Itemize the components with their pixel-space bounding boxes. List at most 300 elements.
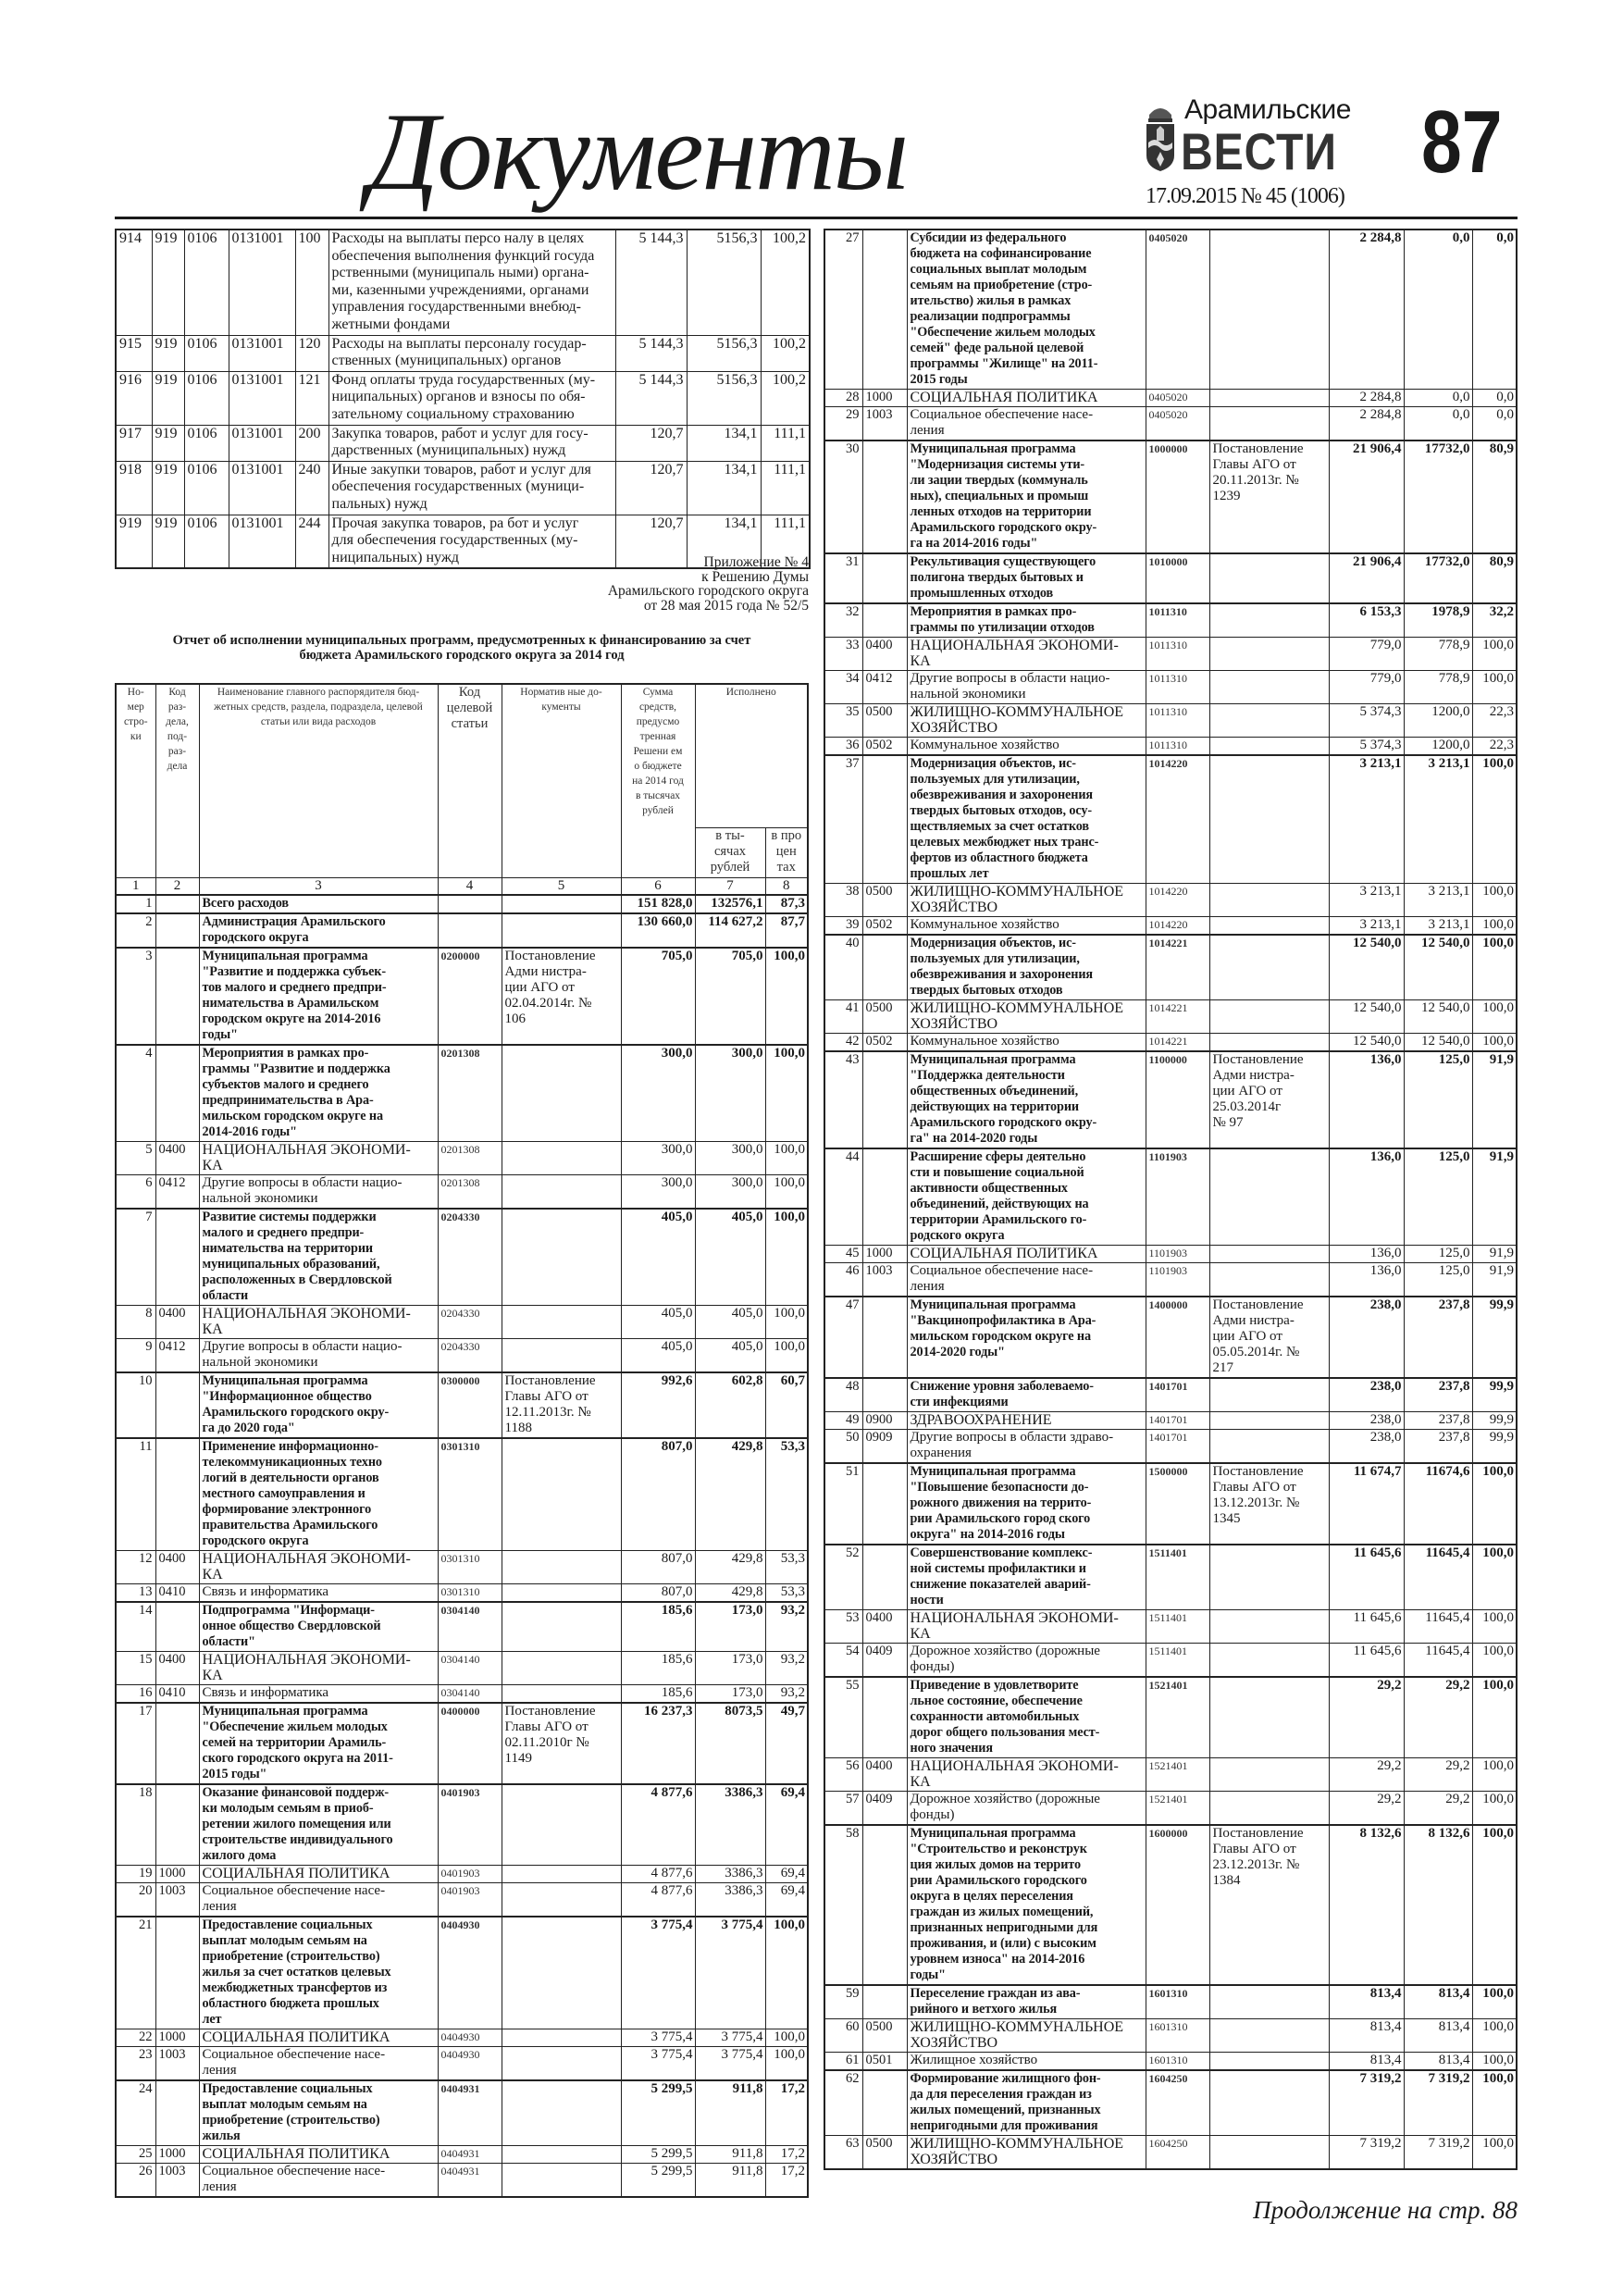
table-row bbox=[824, 738, 1517, 756]
item-name: ЖИЛИЩНО-КОММУНАЛЬНОЕ ХОЗЯЙСТВО bbox=[907, 704, 1146, 738]
table-row bbox=[824, 1430, 1517, 1464]
item-name: СОЦИАЛЬНАЯ ПОЛИТИКА bbox=[199, 2029, 438, 2046]
item-name: Муниципальная программа "Поддержка деятельности общественных объединений, действующих на территории Арамильского городского окру- га" на 2014-2020 годы bbox=[907, 1051, 1146, 1148]
column-number: 6 bbox=[621, 877, 695, 895]
planned-amount: 4 877,6 bbox=[621, 1784, 695, 1866]
planned-amount: 992,6 bbox=[621, 1372, 695, 1438]
target-code: 0304140 bbox=[438, 1602, 502, 1652]
item-name: Мероприятия в рамках про- граммы "Развитие и поддержка субъектов малого и среднего предпринимательства в Ара- мильском городском округе на 2014-2016 годы" bbox=[199, 1045, 438, 1142]
section-code: 0502 bbox=[862, 1034, 907, 1052]
executed-percent: 100,0 bbox=[1472, 1610, 1517, 1644]
item-name: СОЦИАЛЬНАЯ ПОЛИТИКА bbox=[199, 1865, 438, 1882]
executed-percent: 100,0 bbox=[1472, 1545, 1517, 1610]
expense-name: Прочая закупка товаров, ра бот и услуг для обеспечения государственных (му- ниципальных) нужд bbox=[328, 515, 615, 568]
table-row bbox=[116, 1438, 808, 1551]
regulatory-document bbox=[1209, 1758, 1329, 1792]
planned-amount: 5 144,3 bbox=[615, 335, 687, 371]
regulatory-document bbox=[502, 2145, 621, 2163]
regulatory-document bbox=[1209, 1430, 1329, 1464]
planned-amount: 136,0 bbox=[1329, 1051, 1404, 1148]
regulatory-document bbox=[502, 895, 621, 913]
executed-percent: 99,9 bbox=[1472, 1412, 1517, 1430]
section-code: 1003 bbox=[862, 407, 907, 441]
item-name: ЖИЛИЩНО-КОММУНАЛЬНОЕ ХОЗЯЙСТВО bbox=[907, 1000, 1146, 1034]
table-row bbox=[824, 935, 1517, 1000]
header-name: Наименование главного распорядителя бюд- жетных средств, раздела, подраздела, целевой статьи или вида расходов bbox=[199, 684, 438, 877]
executed-amount: 300,0 bbox=[695, 1141, 765, 1174]
row-number: 33 bbox=[824, 638, 862, 671]
row-number: 7 bbox=[116, 1209, 155, 1306]
target-code: 0401903 bbox=[438, 1882, 502, 1917]
planned-amount: 21 906,4 bbox=[1329, 441, 1404, 553]
executed-percent: 49,7 bbox=[765, 1703, 808, 1784]
regulatory-document bbox=[1209, 671, 1329, 704]
target-code: 0201308 bbox=[438, 1141, 502, 1174]
target-code: 0301310 bbox=[438, 1583, 502, 1602]
regulatory-document: Постановление Главы АГО от 02.11.2010г № 1149 bbox=[502, 1703, 621, 1784]
row-number: 12 bbox=[116, 1550, 155, 1583]
regulatory-document bbox=[1209, 1034, 1329, 1052]
item-name: НАЦИОНАЛЬНАЯ ЭКОНОМИ- КА bbox=[907, 1610, 1146, 1644]
row-number: 25 bbox=[116, 2145, 155, 2163]
executed-amount: 405,0 bbox=[695, 1209, 765, 1306]
row-number: 61 bbox=[824, 2053, 862, 2071]
section-code bbox=[862, 1297, 907, 1378]
table-row bbox=[116, 2163, 808, 2197]
executed-amount: 813,4 bbox=[1404, 2019, 1472, 2053]
section-code: 1000 bbox=[155, 2145, 199, 2163]
target-code: 1511401 bbox=[1146, 1610, 1209, 1644]
column-number: 3 bbox=[199, 877, 438, 895]
section-code: 0106 bbox=[184, 335, 229, 371]
planned-amount: 405,0 bbox=[621, 1305, 695, 1338]
expense-name: Расходы на выплаты персо налу в целях обеспечения выполнения функций госуда рственными (муниципаль ными) органа- ми, казенными учреждениями, органами управления государственными внебюд- жетными фондами bbox=[328, 230, 615, 335]
header-documents: Норматив ные до- кументы bbox=[502, 684, 621, 877]
table-row bbox=[824, 2019, 1517, 2053]
row-number: 2 bbox=[116, 913, 155, 948]
target-code: 1604250 bbox=[1146, 2136, 1209, 2170]
table-row bbox=[824, 1463, 1517, 1545]
item-name: НАЦИОНАЛЬНАЯ ЭКОНОМИ- КА bbox=[907, 1758, 1146, 1792]
item-name: Всего расходов bbox=[199, 895, 438, 913]
section-code: 0501 bbox=[862, 2053, 907, 2071]
regulatory-document bbox=[1209, 603, 1329, 638]
target-code: 1521401 bbox=[1146, 1792, 1209, 1826]
regulatory-document bbox=[1209, 1792, 1329, 1826]
table-row bbox=[824, 2070, 1517, 2136]
table-row bbox=[116, 425, 810, 461]
target-code: 1521401 bbox=[1146, 1677, 1209, 1758]
table-row bbox=[824, 1246, 1517, 1263]
planned-amount: 130 660,0 bbox=[621, 913, 695, 948]
executed-percent: 80,9 bbox=[1472, 441, 1517, 553]
executed-percent: 60,7 bbox=[765, 1372, 808, 1438]
section-code: 1000 bbox=[862, 1246, 907, 1263]
header-divider bbox=[115, 217, 1518, 219]
target-code: 1500000 bbox=[1146, 1463, 1209, 1545]
item-name: Другие вопросы в области нацио- нальной экономики bbox=[907, 671, 1146, 704]
row-number: 23 bbox=[116, 2046, 155, 2080]
expense-type-code: 244 bbox=[295, 515, 328, 568]
row-number: 40 bbox=[824, 935, 862, 1000]
item-name: Мероприятия в рамках про- граммы по утилизации отходов bbox=[907, 603, 1146, 638]
regulatory-document bbox=[1209, 2070, 1329, 2136]
admin-code: 919 bbox=[152, 461, 184, 515]
row-number: 22 bbox=[116, 2029, 155, 2046]
item-name: Жилищное хозяйство bbox=[907, 2053, 1146, 2071]
executed-percent: 87,7 bbox=[765, 913, 808, 948]
row-number: 16 bbox=[116, 1684, 155, 1703]
executed-percent: 93,2 bbox=[765, 1684, 808, 1703]
planned-amount: 185,6 bbox=[621, 1651, 695, 1684]
header-executed: Исполнено bbox=[695, 684, 808, 827]
executed-percent: 87,3 bbox=[765, 895, 808, 913]
section-code bbox=[155, 1372, 199, 1438]
row-number: 3 bbox=[116, 948, 155, 1045]
table-row bbox=[824, 1148, 1517, 1246]
executed-percent: 22,3 bbox=[1472, 704, 1517, 738]
planned-amount: 136,0 bbox=[1329, 1148, 1404, 1246]
table-row bbox=[824, 1378, 1517, 1412]
executed-percent: 100,0 bbox=[1472, 1758, 1517, 1792]
item-name: Субсидии из федерального бюджета на софинансирование социальных выплат молодым семьям на приобретение (стро- ительство) жилья в рамках реализации подпрограммы "Обеспечение жильем молодых семей" феде ральной целевой программы "Жилище" на 2011- 2015 годы bbox=[907, 230, 1146, 390]
item-name: НАЦИОНАЛЬНАЯ ЭКОНОМИ- КА bbox=[199, 1141, 438, 1174]
executed-amount: 911,8 bbox=[695, 2080, 765, 2146]
item-name: НАЦИОНАЛЬНАЯ ЭКОНОМИ- КА bbox=[907, 638, 1146, 671]
table-row bbox=[116, 1882, 808, 1917]
row-number: 27 bbox=[824, 230, 862, 390]
table-row bbox=[824, 1297, 1517, 1378]
row-number: 47 bbox=[824, 1297, 862, 1378]
target-code: 0404930 bbox=[438, 1917, 502, 2029]
row-number: 62 bbox=[824, 2070, 862, 2136]
regulatory-document bbox=[502, 1865, 621, 1882]
executed-percent: 53,3 bbox=[765, 1550, 808, 1583]
target-code: 0131001 bbox=[229, 515, 295, 568]
executed-amount: 8073,5 bbox=[695, 1703, 765, 1784]
target-code: 0404931 bbox=[438, 2145, 502, 2163]
row-number: 17 bbox=[116, 1703, 155, 1784]
executed-percent: 0,0 bbox=[1472, 407, 1517, 441]
row-number: 916 bbox=[116, 371, 152, 425]
target-code: 0405020 bbox=[1146, 390, 1209, 407]
executed-percent: 100,0 bbox=[1472, 1985, 1517, 2019]
section-code: 1000 bbox=[155, 1865, 199, 1882]
row-number: 919 bbox=[116, 515, 152, 568]
target-code: 0404931 bbox=[438, 2163, 502, 2197]
executed-percent: 100,0 bbox=[1472, 1792, 1517, 1826]
row-number: 14 bbox=[116, 1602, 155, 1652]
row-number: 24 bbox=[116, 2080, 155, 2146]
item-name: Социальное обеспечение насе- ления bbox=[199, 1882, 438, 1917]
row-number: 35 bbox=[824, 704, 862, 738]
target-code: 1010000 bbox=[1146, 553, 1209, 603]
executed-percent: 100,0 bbox=[1472, 1034, 1517, 1052]
planned-amount: 3 213,1 bbox=[1329, 755, 1404, 884]
executed-amount: 3 775,4 bbox=[695, 1917, 765, 2029]
target-code: 0204330 bbox=[438, 1305, 502, 1338]
row-number: 48 bbox=[824, 1378, 862, 1412]
item-name: Дорожное хозяйство (дорожные фонды) bbox=[907, 1792, 1146, 1826]
table-row bbox=[116, 2080, 808, 2146]
table-row bbox=[824, 704, 1517, 738]
regulatory-document: Постановление Главы АГО от 13.12.2013г. № 1345 bbox=[1209, 1463, 1329, 1545]
item-name: Развитие системы поддержки малого и среднего предпри- нимательства на территории муниципальных образований, расположенных в Свердловской области bbox=[199, 1209, 438, 1306]
section-code: 0409 bbox=[862, 1644, 907, 1678]
planned-amount: 185,6 bbox=[621, 1684, 695, 1703]
section-code bbox=[862, 935, 907, 1000]
table-row bbox=[824, 884, 1517, 917]
regulatory-document bbox=[1209, 407, 1329, 441]
planned-amount: 3 775,4 bbox=[621, 2029, 695, 2046]
executed-amount: 429,8 bbox=[695, 1550, 765, 1583]
executed-percent: 100,0 bbox=[1472, 638, 1517, 671]
table-row bbox=[824, 2136, 1517, 2170]
executed-amount: 3 213,1 bbox=[1404, 917, 1472, 936]
executed-amount: 778,9 bbox=[1404, 638, 1472, 671]
regulatory-document bbox=[1209, 1246, 1329, 1263]
planned-amount: 2 284,8 bbox=[1329, 230, 1404, 390]
executed-percent: 111,1 bbox=[761, 461, 810, 515]
table-row bbox=[824, 1051, 1517, 1148]
item-name: Муниципальная программа "Развитие и поддержка субъек- тов малого и среднего предпри- нимательства в Арамильском городском округе на 2014-2016 годы" bbox=[199, 948, 438, 1045]
section-code: 0409 bbox=[862, 1792, 907, 1826]
executed-percent: 100,0 bbox=[1472, 1677, 1517, 1758]
planned-amount: 238,0 bbox=[1329, 1297, 1404, 1378]
section-code: 1003 bbox=[862, 1263, 907, 1297]
item-name: Рекультивация существующего полигона твердых бытовых и промышленных отходов bbox=[907, 553, 1146, 603]
table-row bbox=[116, 1372, 808, 1438]
target-code bbox=[438, 895, 502, 913]
table-row bbox=[116, 1141, 808, 1174]
regulatory-document bbox=[502, 1305, 621, 1338]
executed-amount: 11674,6 bbox=[1404, 1463, 1472, 1545]
table-row bbox=[116, 1045, 808, 1142]
programs-report-table-right bbox=[824, 229, 1518, 2170]
target-code: 1600000 bbox=[1146, 1825, 1209, 1985]
regulatory-document bbox=[502, 1882, 621, 1917]
item-name: Связь и информатика bbox=[199, 1583, 438, 1602]
executed-percent: 32,2 bbox=[1472, 603, 1517, 638]
executed-percent: 100,0 bbox=[765, 948, 808, 1045]
executed-percent: 111,1 bbox=[761, 515, 810, 568]
executed-amount: 405,0 bbox=[695, 1338, 765, 1372]
table-row bbox=[824, 441, 1517, 553]
executed-amount: 429,8 bbox=[695, 1583, 765, 1602]
item-name: Другие вопросы в области нацио- нальной экономики bbox=[199, 1338, 438, 1372]
target-code: 0401903 bbox=[438, 1865, 502, 1882]
section-code: 0400 bbox=[862, 1758, 907, 1792]
planned-amount: 3 213,1 bbox=[1329, 917, 1404, 936]
target-code: 0400000 bbox=[438, 1703, 502, 1784]
column-number: 1 bbox=[116, 877, 155, 895]
target-code: 1521401 bbox=[1146, 1758, 1209, 1792]
regulatory-document bbox=[502, 1209, 621, 1306]
row-number: 18 bbox=[116, 1784, 155, 1866]
executed-amount: 125,0 bbox=[1404, 1246, 1472, 1263]
row-number: 46 bbox=[824, 1263, 862, 1297]
item-name: Муниципальная программа "Информационное общество Арамильского городского окру- га до 2020 года" bbox=[199, 1372, 438, 1438]
row-number: 9 bbox=[116, 1338, 155, 1372]
executed-percent: 22,3 bbox=[1472, 738, 1517, 756]
regulatory-document bbox=[1209, 704, 1329, 738]
executed-amount: 1200,0 bbox=[1404, 704, 1472, 738]
executed-percent: 17,2 bbox=[765, 2080, 808, 2146]
executed-amount: 5156,3 bbox=[687, 371, 761, 425]
table-row bbox=[824, 671, 1517, 704]
regulatory-document bbox=[1209, 2053, 1329, 2071]
section-code bbox=[862, 1985, 907, 2019]
regulatory-document bbox=[502, 1174, 621, 1209]
row-number: 13 bbox=[116, 1583, 155, 1602]
target-code: 0405020 bbox=[1146, 407, 1209, 441]
executed-percent: 17,2 bbox=[765, 2163, 808, 2197]
planned-amount: 3 775,4 bbox=[621, 1917, 695, 2029]
section-code: 0412 bbox=[862, 671, 907, 704]
target-code: 0131001 bbox=[229, 461, 295, 515]
row-number: 59 bbox=[824, 1985, 862, 2019]
planned-amount: 11 674,7 bbox=[1329, 1463, 1404, 1545]
executed-amount: 1978,9 bbox=[1404, 603, 1472, 638]
section-code bbox=[862, 1545, 907, 1610]
executed-amount: 237,8 bbox=[1404, 1412, 1472, 1430]
planned-amount: 6 153,3 bbox=[1329, 603, 1404, 638]
table-row bbox=[116, 1305, 808, 1338]
regulatory-document bbox=[1209, 884, 1329, 917]
planned-amount: 813,4 bbox=[1329, 2019, 1404, 2053]
section-code: 0106 bbox=[184, 461, 229, 515]
executed-amount: 132576,1 bbox=[695, 895, 765, 913]
target-code: 0200000 bbox=[438, 948, 502, 1045]
executed-percent: 100,0 bbox=[1472, 2070, 1517, 2136]
executed-percent: 91,9 bbox=[1472, 1263, 1517, 1297]
section-code bbox=[155, 948, 199, 1045]
planned-amount: 5 299,5 bbox=[621, 2145, 695, 2163]
expense-name: Расходы на выплаты персоналу государ- ственных (муниципальных) органов bbox=[328, 335, 615, 371]
planned-amount: 11 645,6 bbox=[1329, 1610, 1404, 1644]
target-code: 0304140 bbox=[438, 1684, 502, 1703]
row-number: 49 bbox=[824, 1412, 862, 1430]
target-code: 1601310 bbox=[1146, 2019, 1209, 2053]
table-row bbox=[116, 1602, 808, 1652]
executed-amount: 3386,3 bbox=[695, 1882, 765, 1917]
executed-amount: 8 132,6 bbox=[1404, 1825, 1472, 1985]
planned-amount: 29,2 bbox=[1329, 1758, 1404, 1792]
item-name: Снижение уровня заболеваемо- сти инфекциями bbox=[907, 1378, 1146, 1412]
executed-percent: 17,2 bbox=[765, 2145, 808, 2163]
target-code: 0131001 bbox=[229, 335, 295, 371]
item-name: НАЦИОНАЛЬНАЯ ЭКОНОМИ- КА bbox=[199, 1651, 438, 1684]
executed-percent: 100,2 bbox=[761, 335, 810, 371]
planned-amount: 5 144,3 bbox=[615, 371, 687, 425]
section-code bbox=[155, 1784, 199, 1866]
item-name: Муниципальная программа "Вакцинопрофилактика в Ара- мильском городском округе на 2014-2020 годы" bbox=[907, 1297, 1146, 1378]
item-name: ЖИЛИЩНО-КОММУНАЛЬНОЕ ХОЗЯЙСТВО bbox=[907, 2136, 1146, 2170]
header-executed-percent: в про цен тах bbox=[765, 827, 808, 877]
regulatory-document: Постановление Главы АГО от 12.11.2013г. № 1188 bbox=[502, 1372, 621, 1438]
table-row bbox=[116, 895, 808, 913]
admin-code: 919 bbox=[152, 425, 184, 461]
section-code bbox=[862, 230, 907, 390]
executed-percent: 100,0 bbox=[765, 2046, 808, 2080]
executed-percent: 100,0 bbox=[1472, 1000, 1517, 1034]
section-code: 0410 bbox=[155, 1684, 199, 1703]
table-row bbox=[824, 1034, 1517, 1052]
regulatory-document bbox=[1209, 917, 1329, 936]
regulatory-document bbox=[502, 1651, 621, 1684]
item-name: Коммунальное хозяйство bbox=[907, 1034, 1146, 1052]
row-number: 53 bbox=[824, 1610, 862, 1644]
row-number: 15 bbox=[116, 1651, 155, 1684]
executed-percent: 93,2 bbox=[765, 1602, 808, 1652]
table-row bbox=[116, 335, 810, 371]
regulatory-document bbox=[1209, 755, 1329, 884]
executed-percent: 100,0 bbox=[765, 1174, 808, 1209]
section-code: 0900 bbox=[862, 1412, 907, 1430]
regulatory-document bbox=[1209, 1644, 1329, 1678]
regulatory-document bbox=[1209, 1985, 1329, 2019]
table-row bbox=[116, 1550, 808, 1583]
target-code: 0301310 bbox=[438, 1550, 502, 1583]
table-row bbox=[824, 1792, 1517, 1826]
planned-amount: 2 284,8 bbox=[1329, 407, 1404, 441]
item-name: Предоставление социальных выплат молодым семьям на приобретение (строительство) жилья за счет остатков целевых межбюджетных трансфертов из областного бюджета прошлых лет bbox=[199, 1917, 438, 2029]
table-row bbox=[824, 230, 1517, 390]
table-row bbox=[116, 913, 808, 948]
executed-amount: 11645,4 bbox=[1404, 1644, 1472, 1678]
item-name: СОЦИАЛЬНАЯ ПОЛИТИКА bbox=[907, 1246, 1146, 1263]
section-code: 0412 bbox=[155, 1174, 199, 1209]
executed-percent: 100,0 bbox=[1472, 935, 1517, 1000]
target-code bbox=[438, 913, 502, 948]
row-number: 6 bbox=[116, 1174, 155, 1209]
planned-amount: 813,4 bbox=[1329, 2053, 1404, 2071]
target-code: 0131001 bbox=[229, 371, 295, 425]
planned-amount: 3 213,1 bbox=[1329, 884, 1404, 917]
regulatory-document bbox=[502, 1438, 621, 1551]
regulatory-document bbox=[1209, 2136, 1329, 2170]
executed-percent: 100,0 bbox=[1472, 755, 1517, 884]
planned-amount: 4 877,6 bbox=[621, 1882, 695, 1917]
row-number: 20 bbox=[116, 1882, 155, 1917]
table-row bbox=[116, 1174, 808, 1209]
coat-of-arms-icon bbox=[1144, 102, 1177, 172]
item-name: ЖИЛИЩНО-КОММУНАЛЬНОЕ ХОЗЯЙСТВО bbox=[907, 884, 1146, 917]
executed-percent: 99,9 bbox=[1472, 1430, 1517, 1464]
section-code bbox=[155, 913, 199, 948]
planned-amount: 12 540,0 bbox=[1329, 1000, 1404, 1034]
section-code bbox=[862, 1825, 907, 1985]
item-name: НАЦИОНАЛЬНАЯ ЭКОНОМИ- КА bbox=[199, 1305, 438, 1338]
target-code: 1014221 bbox=[1146, 1034, 1209, 1052]
section-code bbox=[862, 755, 907, 884]
executed-percent: 100,0 bbox=[1472, 1463, 1517, 1545]
regulatory-document bbox=[502, 1917, 621, 2029]
table-row bbox=[824, 1000, 1517, 1034]
column-number: 8 bbox=[765, 877, 808, 895]
row-number: 42 bbox=[824, 1034, 862, 1052]
executed-percent: 99,9 bbox=[1472, 1297, 1517, 1378]
expense-name: Фонд оплаты труда государственных (му- ниципальных) органов и взносы по обя- зательному социальному страхованию bbox=[328, 371, 615, 425]
regulatory-document bbox=[1209, 553, 1329, 603]
executed-percent: 91,9 bbox=[1472, 1051, 1517, 1148]
planned-amount: 300,0 bbox=[621, 1141, 695, 1174]
row-number: 915 bbox=[116, 335, 152, 371]
regulatory-document bbox=[1209, 1610, 1329, 1644]
planned-amount: 705,0 bbox=[621, 948, 695, 1045]
executed-percent: 99,9 bbox=[1472, 1378, 1517, 1412]
row-number: 43 bbox=[824, 1051, 862, 1148]
